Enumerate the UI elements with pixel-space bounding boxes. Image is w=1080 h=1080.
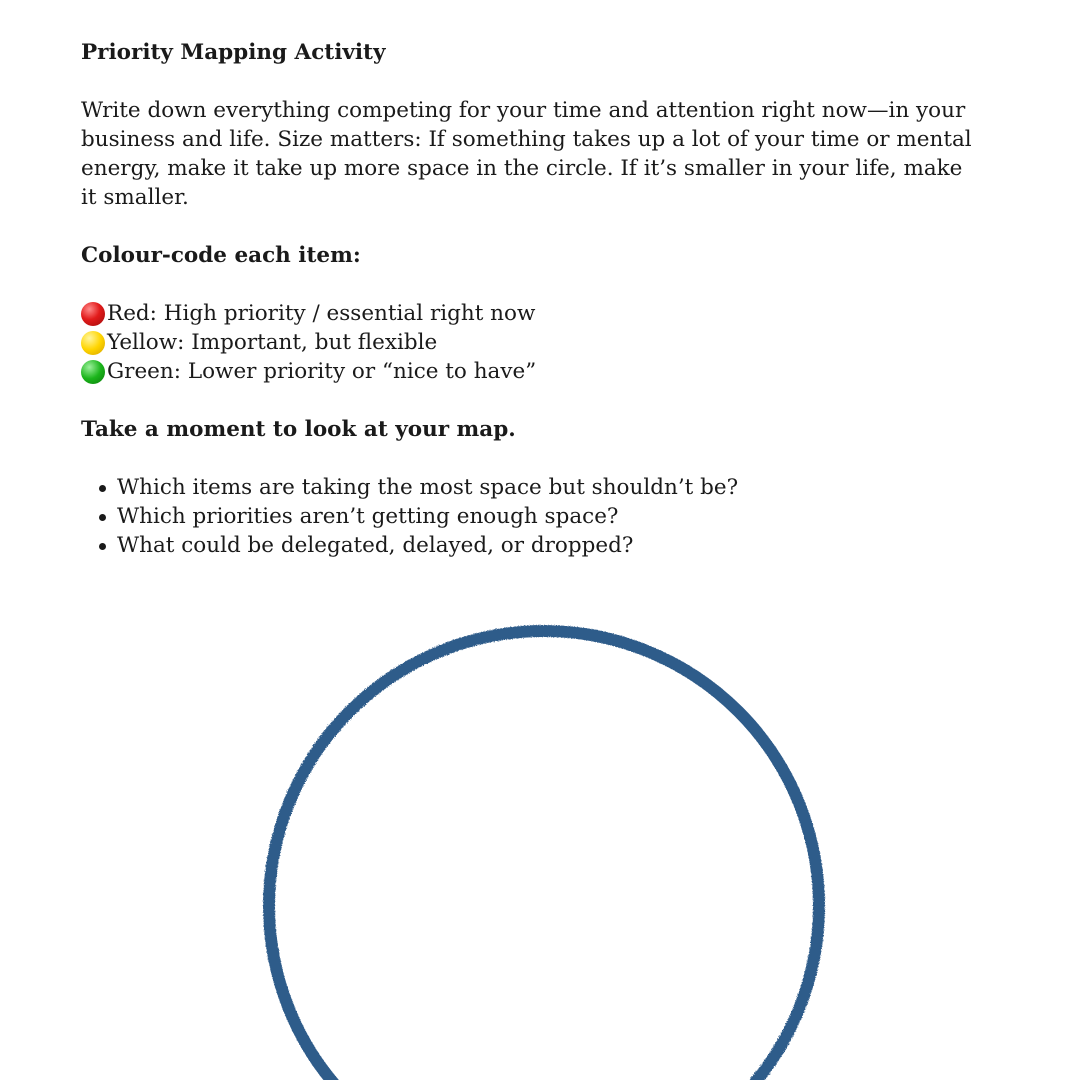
colour-legend [81, 299, 981, 386]
page-title: Priority Mapping Activity [81, 40, 386, 65]
worksheet-content [81, 38, 981, 560]
legend-label-red: Red: High priority / essential right now [107, 301, 536, 326]
list-item: What could be delegated, delayed, or dropped? [97, 531, 981, 560]
legend-label-green: Green: Lower priority or “nice to have” [107, 359, 537, 384]
yellow-circle-icon [81, 331, 105, 355]
red-circle-icon [81, 302, 105, 326]
legend-item-yellow [81, 328, 981, 357]
list-item: Which items are taking the most space but shouldn’t be? [97, 473, 981, 502]
legend-label-yellow: Yellow: Important, but flexible [107, 330, 438, 355]
legend-item-red [81, 299, 981, 328]
intro-paragraph: Write down everything competing for your time and attention right now—in your business and life. Size matters: If something takes up a lot of your time or mental energy, make it take up more space in the circle. If it’s smaller in your life, make it smaller. [81, 98, 972, 210]
reflection-heading: Take a moment to look at your map. [81, 417, 516, 442]
reflection-questions [81, 473, 981, 560]
list-item: Which priorities aren’t getting enough space? [97, 502, 981, 531]
green-circle-icon [81, 360, 105, 384]
colour-code-heading: Colour-code each item: [81, 243, 361, 268]
legend-item-green [81, 357, 981, 386]
priority-map-circle [269, 631, 819, 1080]
